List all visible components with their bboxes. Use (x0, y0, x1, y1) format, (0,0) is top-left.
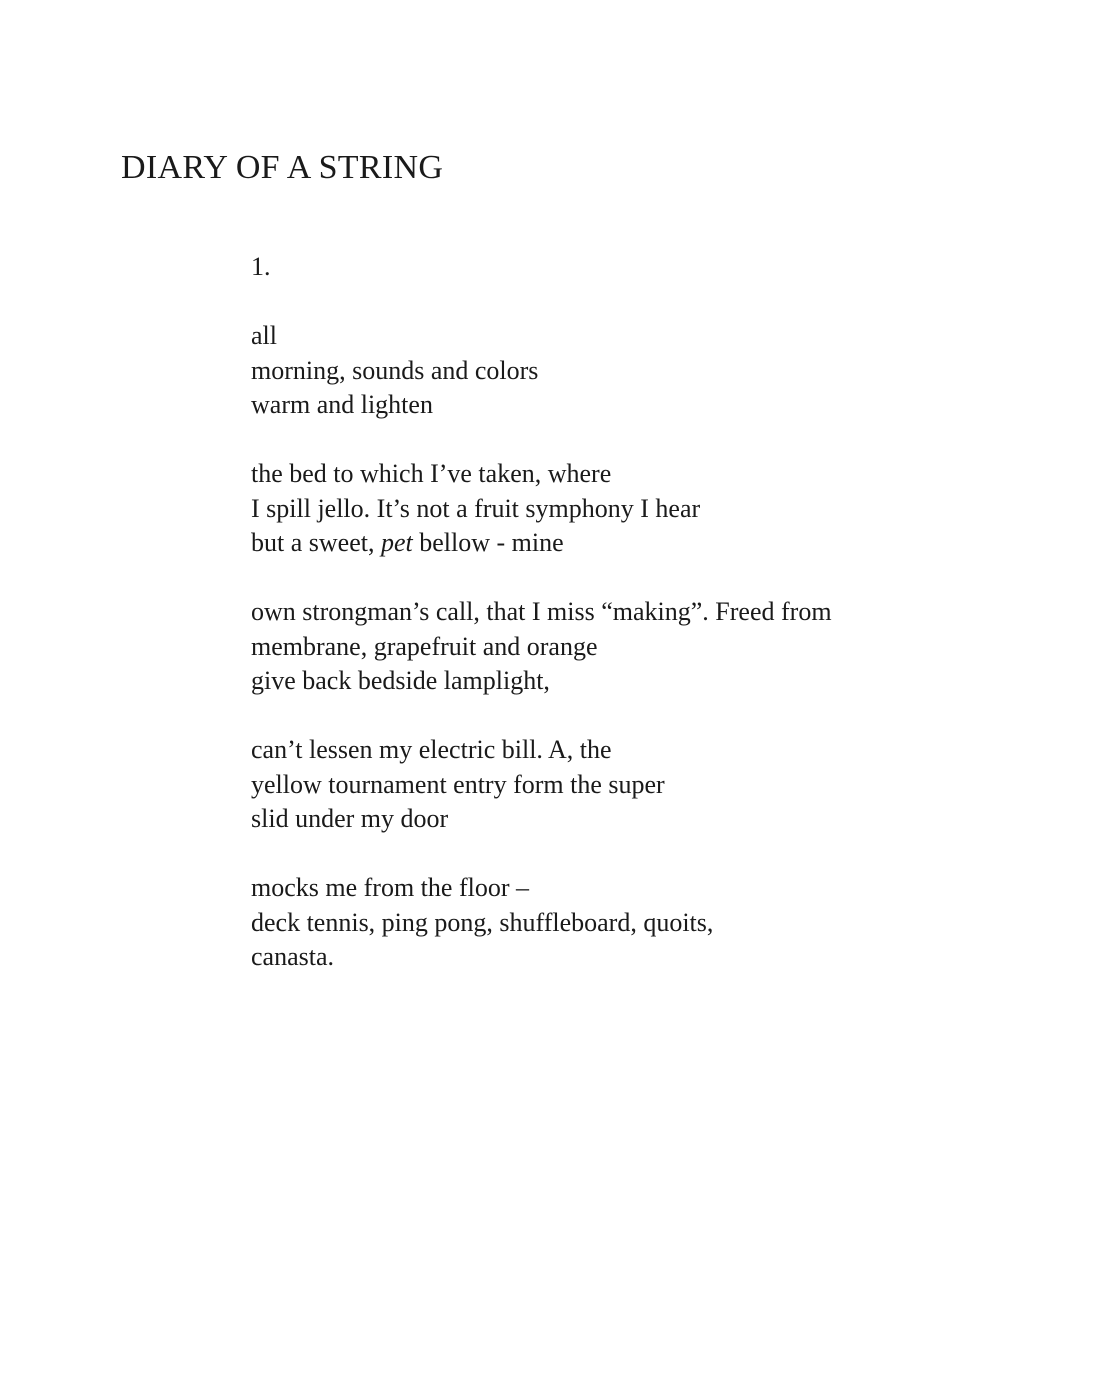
poem-line: morning, sounds and colors (251, 355, 539, 385)
section-number: 1. (251, 252, 271, 281)
stanza-2 (251, 457, 1031, 561)
poem-line: slid under my door (251, 804, 449, 833)
poem-line: the bed to which I’ve taken, where (251, 459, 612, 488)
line-text-after: bellow - mine (412, 528, 564, 557)
poem-line: warm and lighten (251, 390, 433, 419)
poem-line-with-italic (251, 526, 1031, 561)
stanza-1 (251, 319, 1031, 423)
poem-line: all (251, 321, 277, 350)
stanza-4 (251, 733, 1031, 837)
poem-line: canasta. (251, 942, 335, 971)
poem-title: DIARY OF A STRING (121, 149, 444, 186)
poem-line: mocks me from the floor – (251, 873, 529, 902)
italic-word: pet (380, 528, 413, 557)
poem-line: I spill jello. It’s not a fruit symphony I hear (251, 493, 701, 523)
line-text-before: but a sweet, (251, 528, 381, 557)
poem-line: membrane, grapefruit and orange (251, 631, 598, 661)
stanza-3 (251, 595, 1031, 699)
stanza-5 (251, 871, 1031, 975)
poem-line: yellow tournament entry form the super (251, 769, 665, 799)
poem-line: deck tennis, ping pong, shuffleboard, quoits, (251, 907, 714, 937)
poem-line: own strongman’s call, that I miss “making”. Freed from (251, 597, 832, 626)
poem-line: give back bedside lamplight, (251, 666, 550, 695)
poem-body (251, 250, 1031, 1009)
poem-line: can’t lessen my electric bill. A, the (251, 735, 612, 764)
